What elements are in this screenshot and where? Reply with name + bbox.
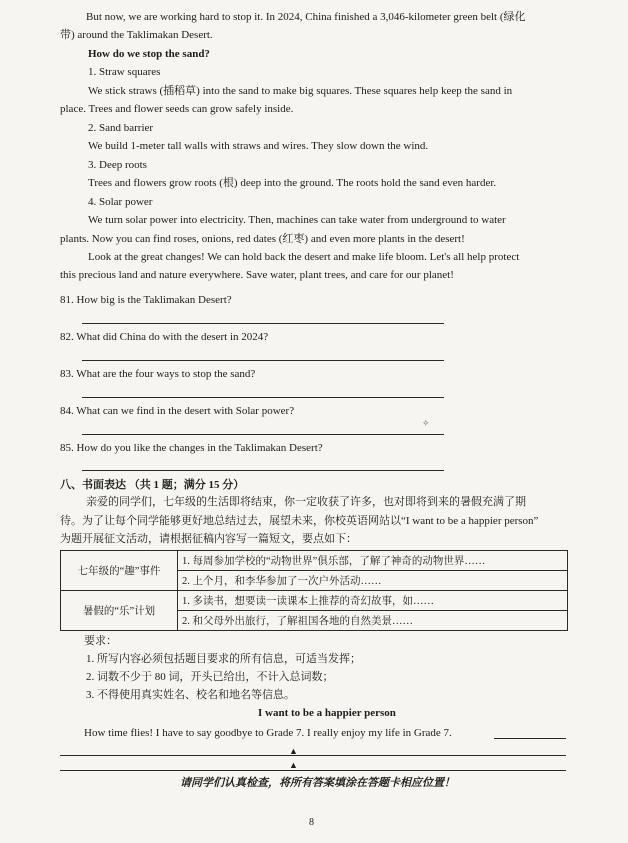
way1-title: 1. Straw squares	[88, 66, 161, 78]
answer-line-81[interactable]	[82, 323, 444, 324]
arrow-marker-1: ▲	[289, 746, 298, 756]
way1-line2: place. Trees and flower seeds can grow safely inside.	[60, 103, 294, 115]
row-label-summer: 暑假的“乐”计划	[61, 591, 178, 631]
table-row	[61, 591, 568, 611]
writing-section-title: 八、书面表达 （共 1 题；满分 15 分）	[60, 479, 245, 491]
requirement-3: 3. 不得使用真实姓名、校名和地名等信息。	[86, 689, 295, 701]
answer-line-85[interactable]	[82, 470, 444, 471]
writing-intro-line1: 亲爱的同学们，七年级的生活即将结束，你一定收获了许多，也对即将到来的暑假充满了期	[86, 496, 526, 508]
key-points-table	[60, 550, 568, 631]
table-row	[61, 551, 568, 571]
writing-intro-line3: 为题开展征文活动，请根据征稿内容写一篇短文，要点如下：	[60, 533, 357, 545]
question-heading: How do we stop the sand?	[88, 48, 210, 60]
closing-line2: this precious land and nature everywhere. Save water, plant trees, and care for our planet!	[60, 269, 454, 281]
essay-start: How time flies! I have to say goodbye to Grade 7. I really enjoy my life in Grade 7.	[84, 727, 452, 739]
answer-line-82[interactable]	[82, 360, 444, 361]
requirement-1: 1. 所写内容必须包括题目要求的所有信息，可适当发挥；	[86, 653, 361, 665]
footer-note: 请同学们认真检查，将所有答案填涂在答题卡相应位置！	[180, 777, 455, 789]
table-cell: 1. 每周参加学校的“动物世界”俱乐部，了解了神奇的动物世界……	[178, 551, 568, 571]
table-cell: 2. 和父母外出旅行，了解祖国各地的自然美景……	[178, 611, 568, 631]
way2-line1: We build 1-meter tall walls with straws and wires. They slow down the wind.	[88, 140, 429, 152]
closing-line1: Look at the great changes! We can hold back the desert and make life bloom. Let's all help protect	[88, 251, 520, 263]
arrow-marker-2: ▲	[289, 760, 298, 770]
way3-title: 3. Deep roots	[88, 159, 147, 171]
way1-line1: We stick straws (插稻草) into the sand to make big squares. These squares help keep the sand in	[88, 85, 513, 97]
passage-para1-line2: 带) around the Taklimakan Desert.	[60, 29, 213, 41]
writing-intro-line2: 待。为了让每个同学能够更好地总结过去，展望未来，你校英语网站以“I want to be a happier person”	[60, 515, 539, 527]
page-number: 8	[309, 817, 314, 828]
essay-title: I want to be a happier person	[258, 707, 396, 719]
requirement-2: 2. 词数不少于 80 词，开头已给出，不计入总词数；	[86, 671, 334, 683]
question-83: 83. What are the four ways to stop the sand?	[60, 368, 256, 380]
way2-title: 2. Sand barrier	[88, 122, 154, 134]
question-84: 84. What can we find in the desert with Solar power?	[60, 405, 295, 417]
essay-writing-line-2[interactable]	[60, 770, 566, 771]
passage-para1-line1: But now, we are working hard to stop it. In 2024, China finished a 3,046-kilometer green belt (绿化	[86, 11, 526, 23]
way4-line1: We turn solar power into electricity. Then, machines can take water from underground to water	[88, 214, 506, 226]
answer-line-84[interactable]	[82, 434, 444, 435]
row-label-grade7: 七年级的“趣”事件	[61, 551, 178, 591]
requirements-title: 要求：	[84, 635, 117, 647]
question-85: 85. How do you like the changes in the Taklimakan Desert?	[60, 442, 323, 454]
way4-title: 4. Solar power	[88, 196, 153, 208]
question-82: 82. What did China do with the desert in 2024?	[60, 331, 269, 343]
way4-line2: plants. Now you can find roses, onions, red dates (红枣) and even more plants in the desert!	[60, 233, 465, 245]
question-81: 81. How big is the Taklimakan Desert?	[60, 294, 232, 306]
way3-line1: Trees and flowers grow roots (根) deep into the ground. The roots hold the sand even harder.	[88, 177, 497, 189]
table-cell: 2. 上个月，和李华参加了一次户外活动……	[178, 571, 568, 591]
table-cell: 1. 多读书，想要读一读课本上推荐的奇幻故事，如……	[178, 591, 568, 611]
essay-writing-line-1[interactable]	[60, 755, 566, 756]
stray-pen-mark: ✧	[422, 418, 430, 428]
essay-first-line-blank[interactable]	[494, 738, 566, 739]
answer-line-83[interactable]	[82, 397, 444, 398]
